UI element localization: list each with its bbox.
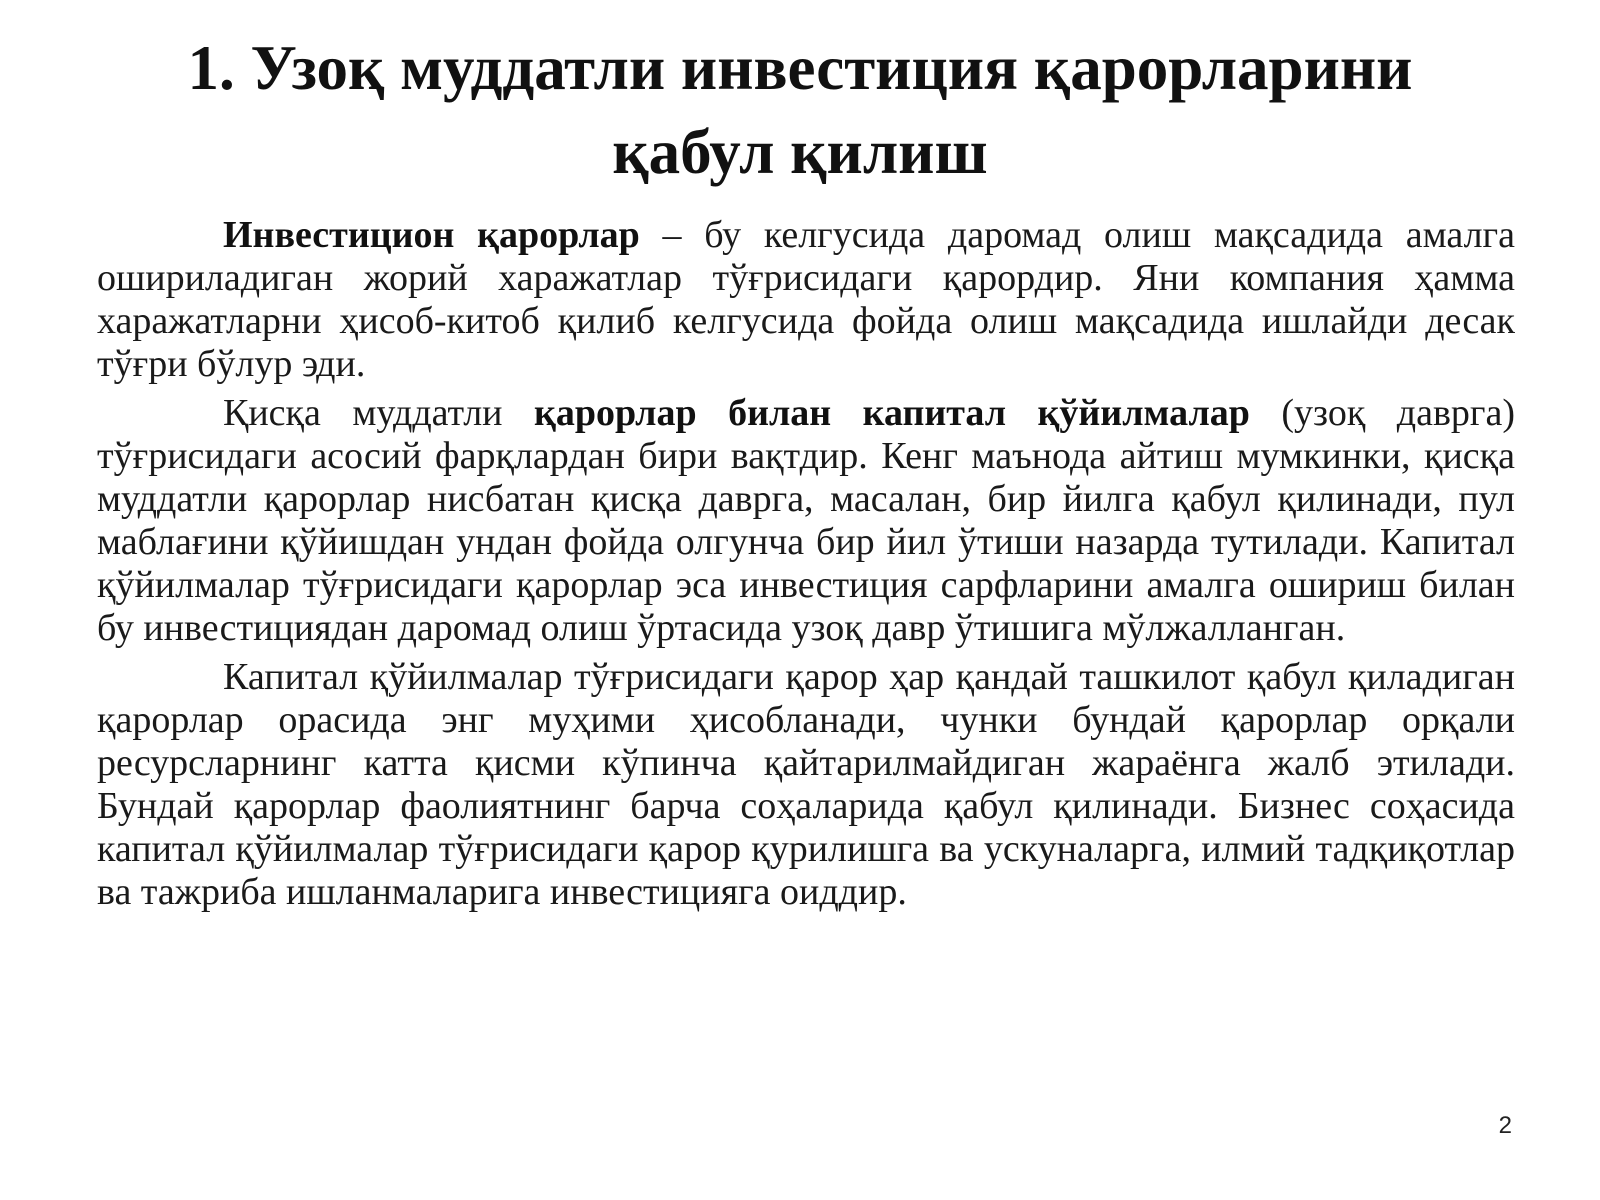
paragraph-3 <box>97 656 1515 914</box>
paragraph-2-bold-term: қарорлар билан капитал қўйилмалар <box>533 392 1250 434</box>
paragraph-2-lead: Қисқа муддатли <box>223 392 534 434</box>
slide-body <box>97 214 1515 920</box>
slide-title-line-2: қабул қилиш <box>612 117 988 187</box>
page-number: 2 <box>1498 1112 1512 1139</box>
paragraph-3-text: Капитал қўйилмалар тўғрисидаги қарор ҳар қандай ташкилот қабул қиладиган қарорлар орасида энг муҳими ҳисобланади, чунки бундай қарорлар орқали ресурсларнинг катта қисми кўпинча қайтарилмайдиган жараёнга жалб этилади. Бундай қарорлар фаолиятнинг барча соҳаларида қабул қилинади. Бизнес соҳасида капитал қўйилмалар тўғрисидаги қарор қурилишга ва ускуналарга, илмий тадқиқотлар ва тажриба ишланмаларига инвестицияга оиддир. <box>97 656 1515 913</box>
paragraph-2 <box>97 392 1515 650</box>
slide-title <box>80 26 1520 194</box>
paragraph-1-bold-term: Инвестицион қарорлар <box>223 214 640 256</box>
paragraph-1 <box>97 214 1515 386</box>
slide-title-line-1: 1. Узоқ муддатли инвестиция қарорларини <box>187 33 1413 103</box>
paragraph-1-text: – бу келгусида даромад олиш мақсадида амалга ошириладиган жорий харажатлар тўғрисидаги қарордир. Яни компания ҳамма харажатларни ҳисоб-китоб қилиб келгусида фойда олиш мақсадида ишлайди десак тўғри бўлур эди. <box>97 214 1515 385</box>
paragraph-2-text: (узоқ даврга) тўғрисидаги асосий фарқлардан бири вақтдир. Кенг маънода айтиш мумкинки, қисқа муддатли қарорлар нисбатан қисқа даврга, масалан, бир йилга қабул қилинади, пул маблағини қўйишдан ундан фойда олгунча бир йил ўтиши назарда тутилади. Капитал қўйилмалар тўғрисидаги қарорлар эса инвестиция сарфларини амалга ошириш билан бу инвестициядан даромад олиш ўртасида узоқ давр ўтишига мўлжалланган. <box>97 392 1516 649</box>
